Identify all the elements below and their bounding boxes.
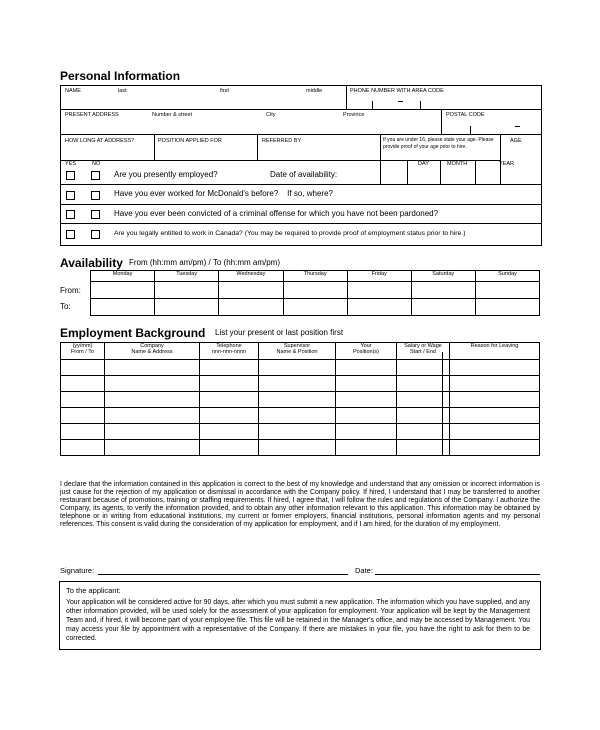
street-label: Number & street <box>152 112 193 118</box>
col-telephone: Telephone nnn-nnn-nnnn <box>200 343 259 360</box>
table-row[interactable] <box>61 408 540 424</box>
q4-no-checkbox[interactable] <box>91 230 100 239</box>
day-sunday: Sunday <box>475 271 539 282</box>
address-label: PRESENT ADDRESS <box>65 112 119 118</box>
table-row[interactable] <box>61 424 540 440</box>
declaration-text: I declare that the information contained in this application is correct to the best of my knowledge and understand that any omission or incorrect information is just cause for the rejection of my application or dismissal in accordance with the Company policy. If hired, I understand that I may be transferred to another restaurant because of promotions, training or staffing requirements. If hired, I agree that, I will follow the rules and regulations of the Company. I authorize the Company, its agents, to verify the information provided, and to obtain any other information relevant to this application. This information may be obtained by telephone or in writing from educational institutions, my current or former employers, financial institutions, personal information agents and my personal references. This consent is valid during the consideration of my application for employment, and if I am hired, for the duration of my employment. <box>60 481 540 529</box>
q1-date-of-availability: Date of availability: <box>270 170 338 179</box>
table-row[interactable] <box>61 376 540 392</box>
to-cell[interactable] <box>283 299 347 316</box>
date-label: Date: <box>355 566 373 575</box>
name-middle-label: middle <box>306 88 323 94</box>
day-friday: Friday <box>347 271 411 282</box>
q2-yes-checkbox[interactable] <box>66 191 75 200</box>
to-cell[interactable] <box>475 299 539 316</box>
to-cell[interactable] <box>155 299 219 316</box>
col-salary: Salary or Wage Start / End <box>397 343 450 360</box>
name-last-label: last <box>118 88 127 94</box>
col-from-to: (yy/mm) From / To <box>61 343 105 360</box>
to-cell[interactable] <box>411 299 475 316</box>
q1-yes-checkbox[interactable] <box>66 171 75 180</box>
q3-text: Have you ever been convicted of a criminal offense for which you have not been pardoned? <box>114 209 439 218</box>
col-company: Company Name & Address <box>105 343 200 360</box>
from-cell[interactable] <box>411 282 475 299</box>
postal-code-label: POSTAL CODE <box>446 112 485 118</box>
availability-table <box>90 270 540 316</box>
to-cell[interactable] <box>91 299 155 316</box>
col-supervisor: Supervisor Name & Position <box>259 343 336 360</box>
employment-table <box>60 342 540 456</box>
q4-yes-checkbox[interactable] <box>66 230 75 239</box>
applicant-body: Your application will be considered active for 90 days, after which you must submit a new application. The information which you have supplied, and any other information provided, will be used solely for the assessment of your application for employment. Your application will be kept by the Management Team and, if hired, it will become part of your employee file. This file will be retained in the Manager's office, and may be accessed by Management. You may access your file by appointment with a representative of the Company. If there are mistakes in your file, you have the right to ask for them to be corrected. <box>66 599 530 642</box>
day-tuesday: Tuesday <box>155 271 219 282</box>
from-cell[interactable] <box>475 282 539 299</box>
dob-day-label: DAY <box>418 161 429 167</box>
q3-no-checkbox[interactable] <box>91 210 100 219</box>
from-cell[interactable] <box>347 282 411 299</box>
no-label: NO <box>92 161 101 167</box>
city-label: City <box>266 112 276 118</box>
q1-text: Are you presently employed? <box>114 170 218 179</box>
from-cell[interactable] <box>283 282 347 299</box>
dob-year-label: YEAR <box>499 161 514 167</box>
province-label: Province <box>343 112 365 118</box>
from-cell[interactable] <box>219 282 283 299</box>
q2-no-checkbox[interactable] <box>91 191 100 200</box>
table-row[interactable] <box>61 440 540 456</box>
employment-heading: Employment Background <box>60 326 206 340</box>
day-monday: Monday <box>91 271 155 282</box>
employment-sub: List your present or last position first <box>215 328 344 337</box>
table-row[interactable] <box>61 392 540 408</box>
personal-heading: Personal Information <box>60 69 181 83</box>
dob-month-label: MONTH <box>447 161 468 167</box>
from-cell[interactable] <box>91 282 155 299</box>
q4-text: Are you legally entitled to work in Canada? (You may be required to provide proof of employment status prior to hire.) <box>114 230 466 237</box>
name-label: NAME <box>65 88 81 94</box>
q2-text: Have you ever worked for McDonald's before? If so, where? <box>114 189 333 198</box>
to-label: To: <box>60 302 71 311</box>
to-cell[interactable] <box>219 299 283 316</box>
yes-label: YES <box>65 161 77 167</box>
from-cell[interactable] <box>155 282 219 299</box>
phone-label: PHONE NUMBER WITH AREA CODE <box>350 88 444 94</box>
q3-yes-checkbox[interactable] <box>66 210 75 219</box>
q1-no-checkbox[interactable] <box>91 171 100 180</box>
day-wednesday: Wednesday <box>219 271 283 282</box>
applicant-title: To the applicant: <box>66 586 121 595</box>
referred-by-label: REFERRED BY <box>262 138 302 144</box>
col-reason: Reason for Leaving <box>450 343 540 360</box>
availability-sub: From (hh:mm am/pm) / To (hh:mm am/pm) <box>129 258 280 267</box>
how-long-label: HOW LONG AT ADDRESS? <box>65 138 135 144</box>
from-label: From: <box>60 286 81 295</box>
position-applied-label: POSITION APPLIED FOR <box>158 138 222 144</box>
signature-label: Signature: <box>60 566 95 575</box>
day-saturday: Saturday <box>411 271 475 282</box>
table-row[interactable] <box>61 360 540 376</box>
under-16-note: If you are under 16, please state your age. Please provide proof of your age prior to hire. <box>383 137 494 150</box>
date-line[interactable] <box>375 574 540 575</box>
to-cell[interactable] <box>347 299 411 316</box>
col-position: Your Position(s) <box>336 343 397 360</box>
name-first-label: first <box>220 88 229 94</box>
availability-heading: Availability <box>60 256 123 270</box>
age-label: AGE <box>510 138 522 144</box>
day-thursday: Thursday <box>283 271 347 282</box>
signature-line[interactable] <box>98 574 348 575</box>
